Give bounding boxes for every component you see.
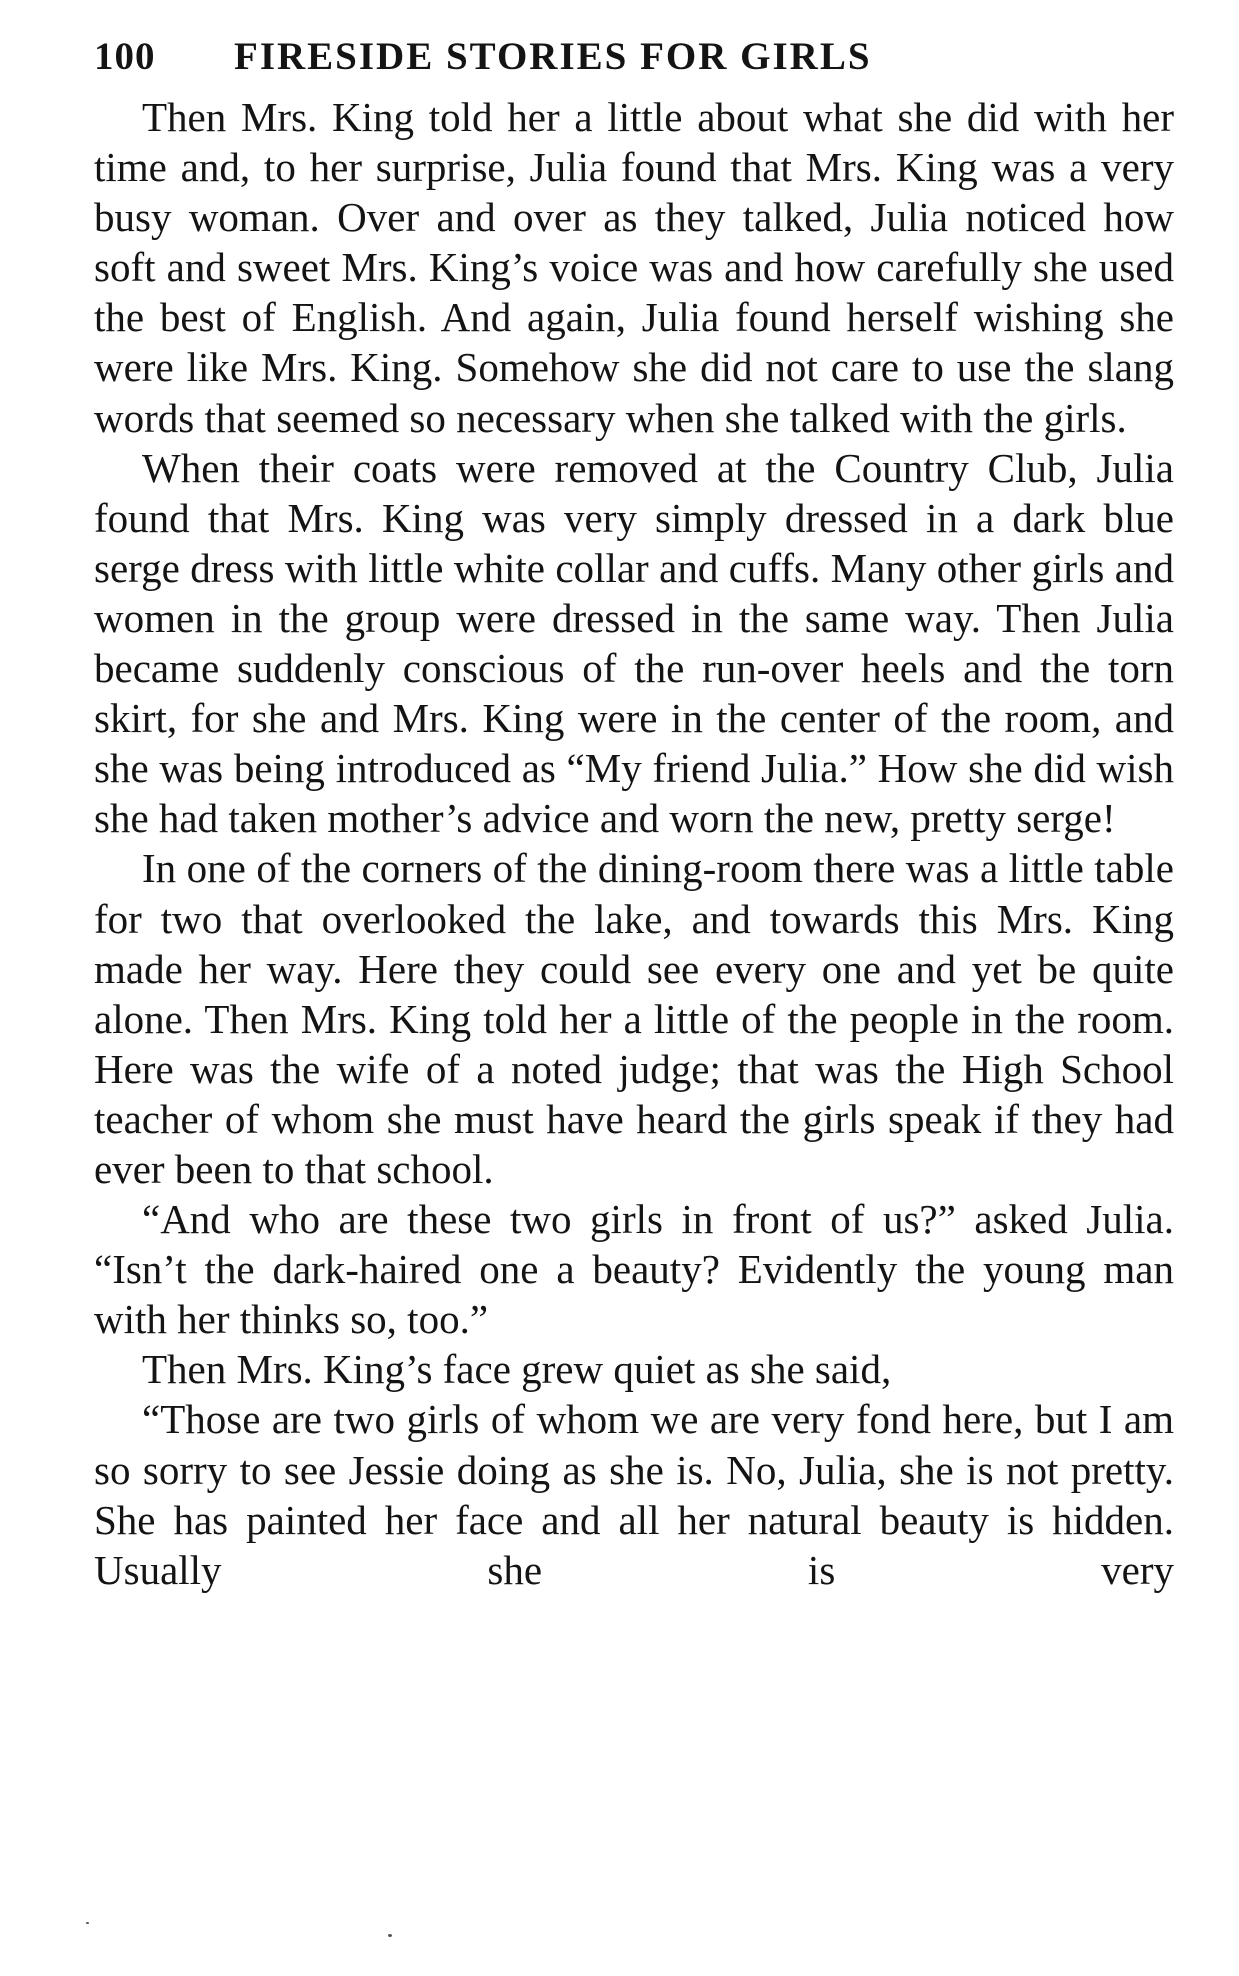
paragraph-1: Then Mrs. King told her a little about what she did with her time and, to her surprise, Julia found that Mrs. King was a very busy woman. Over and over as they talked, Julia noticed how soft and sweet Mrs. King’s voice was and how carefully she used the best of English. And again, Julia found herself wishing she were like Mrs. King. Somehow she did not care to use the slang words that seemed so necessary when she talked with the girls. <box>94 94 1174 441</box>
paragraph-2: When their coats were removed at the Country Club, Julia found that Mrs. King was very simply dressed in a dark blue serge dress with little white collar and cuffs. Many other girls and women in the group were dressed in the same way. Then Julia became suddenly conscious of the run-over heels and the torn skirt, for she and Mrs. King were in the center of the room, and she was being introduced as “My friend Julia.” How she did wish she had taken mother’s advice and worn the new, pretty serge! <box>94 444 1174 842</box>
page-number: 100 <box>94 35 156 78</box>
print-speck <box>388 1934 392 1937</box>
paragraph-5: Then Mrs. King’s face grew quiet as she said, <box>142 1346 892 1393</box>
paragraph-6: “Those are two girls of whom we are very fond here, but I am so sorry to see Jessie doing as she is. No, Julia, she is not pretty. She has painted her face and all her natural beauty is hidden. Usually she is very <box>94 1396 1174 1593</box>
running-head <box>94 34 1174 92</box>
book-page <box>94 34 1174 1595</box>
body-text <box>94 92 1174 1595</box>
paragraph-3: In one of the corners of the dining-room there was a little table for two that overlooked the lake, and towards this Mrs. King made her way. Here they could see every one and yet be quite alone. Then Mrs. King told her a little of the people in the room. Here was the wife of a noted judge; that was the High School teacher of whom she must have heard the girls speak if they had ever been to that school. <box>94 845 1174 1192</box>
print-speck <box>86 1922 89 1924</box>
paragraph-4: “And who are these two girls in front of us?” asked Julia. “Isn’t the dark-haired one a beauty? Evidently the young man with her thinks so, too.” <box>94 1196 1174 1343</box>
book-title: FIRESIDE STORIES FOR GIRLS <box>234 35 872 78</box>
